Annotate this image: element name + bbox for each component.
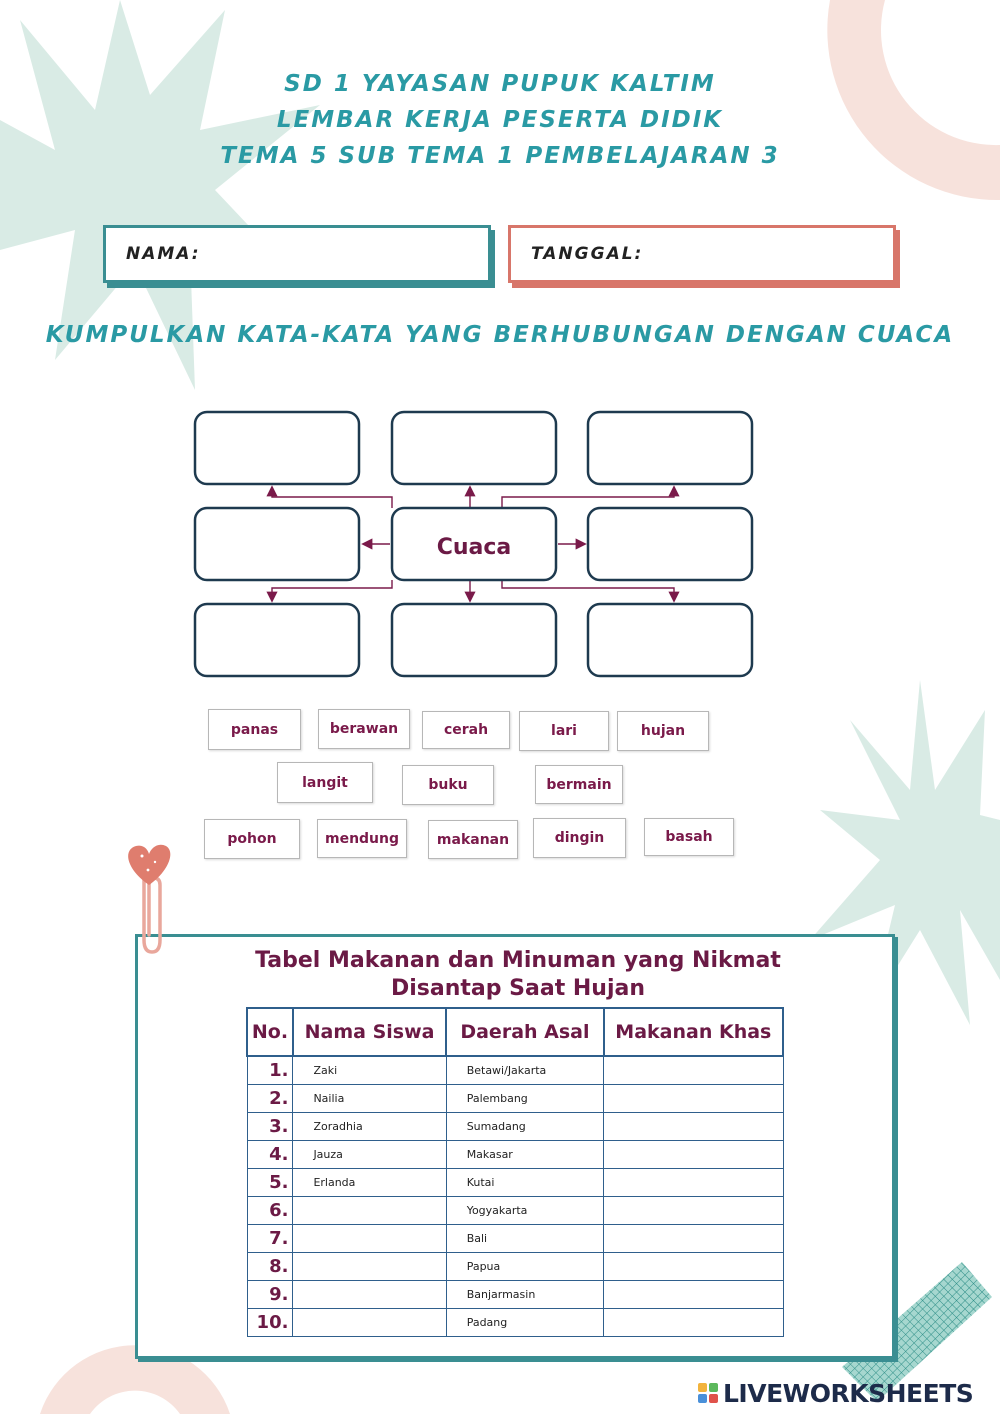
table-body	[247, 1056, 783, 1337]
mindmap-box-top-middle	[392, 412, 556, 484]
header-daerah-asal: Daerah Asal	[446, 1008, 603, 1056]
nama-siswa-cell	[293, 1281, 446, 1309]
header-no: No.	[247, 1008, 293, 1056]
table-row	[247, 1253, 783, 1281]
word-card-makanan[interactable]: makanan	[428, 820, 518, 859]
row-number: 3.	[247, 1113, 293, 1141]
word-card-lari[interactable]: lari	[519, 711, 609, 751]
row-number: 8.	[247, 1253, 293, 1281]
liveworksheets-watermark	[698, 1378, 973, 1408]
word-card-buku[interactable]: buku	[402, 765, 494, 805]
tanggal-label: TANGGAL:	[531, 244, 644, 264]
word-card-dingin[interactable]: dingin	[533, 818, 626, 858]
nama-siswa-cell: Zaki	[293, 1056, 446, 1085]
nama-label: NAMA:	[126, 244, 201, 264]
table-row	[247, 1113, 783, 1141]
makanan-khas-input[interactable]	[604, 1253, 783, 1281]
nama-siswa-cell: Erlanda	[293, 1169, 446, 1197]
word-card-bermain[interactable]: bermain	[535, 765, 623, 804]
word-card-cerah[interactable]: cerah	[422, 711, 510, 749]
makanan-khas-input[interactable]	[604, 1309, 783, 1337]
table-row	[247, 1085, 783, 1113]
daerah-asal-cell: Kutai	[446, 1169, 603, 1197]
table-row	[247, 1225, 783, 1253]
table-row	[247, 1309, 783, 1337]
word-card-langit[interactable]: langit	[277, 762, 373, 803]
daerah-asal-cell: Padang	[446, 1309, 603, 1337]
mindmap-box-middle-right	[588, 508, 752, 580]
table-row	[247, 1141, 783, 1169]
tanggal-field[interactable]	[508, 225, 896, 283]
connector-top-right	[502, 488, 674, 508]
makanan-khas-input[interactable]	[604, 1141, 783, 1169]
daerah-asal-cell: Betawi/Jakarta	[446, 1056, 603, 1085]
table-row	[247, 1169, 783, 1197]
row-number: 5.	[247, 1169, 293, 1197]
paperclip-heart-icon	[122, 840, 177, 960]
food-table	[246, 1007, 784, 1337]
mindmap-box-top-left	[195, 412, 359, 484]
word-card-hujan[interactable]: hujan	[617, 711, 709, 751]
row-number: 9.	[247, 1281, 293, 1309]
makanan-khas-input[interactable]	[604, 1056, 783, 1085]
header-makanan-khas: Makanan Khas	[604, 1008, 783, 1056]
mindmap-box-middle-left	[195, 508, 359, 580]
daerah-asal-cell: Palembang	[446, 1085, 603, 1113]
header-nama-siswa: Nama Siswa	[293, 1008, 446, 1056]
daerah-asal-cell: Makasar	[446, 1141, 603, 1169]
row-number: 7.	[247, 1225, 293, 1253]
instruction-text: KUMPULKAN KATA-KATA YANG BERHUBUNGAN DENGAN CUACA	[45, 322, 955, 348]
table-header-row	[247, 1008, 783, 1056]
word-card-panas[interactable]: panas	[208, 709, 301, 750]
row-number: 4.	[247, 1141, 293, 1169]
mindmap-box-bottom-right	[588, 604, 752, 676]
table-title-line2: Disantap Saat Hujan	[390, 976, 645, 1001]
connector-bottom-right	[502, 580, 674, 600]
daerah-asal-cell: Bali	[446, 1225, 603, 1253]
food-table-card	[135, 934, 895, 1359]
makanan-khas-input[interactable]	[604, 1085, 783, 1113]
table-row	[247, 1197, 783, 1225]
word-card-pohon[interactable]: pohon	[204, 819, 300, 859]
nama-siswa-cell	[293, 1225, 446, 1253]
makanan-khas-input[interactable]	[604, 1281, 783, 1309]
row-number: 1.	[247, 1056, 293, 1085]
nama-siswa-cell: Jauza	[293, 1141, 446, 1169]
row-number: 10.	[247, 1309, 293, 1337]
makanan-khas-input[interactable]	[604, 1197, 783, 1225]
makanan-khas-input[interactable]	[604, 1113, 783, 1141]
connector-top-left	[272, 488, 392, 508]
school-name: SD 1 YAYASAN PUPUK KALTIM	[284, 71, 716, 97]
mindmap-box-bottom-left	[195, 604, 359, 676]
row-number: 6.	[247, 1197, 293, 1225]
daerah-asal-cell: Yogyakarta	[446, 1197, 603, 1225]
topic-title: TEMA 5 SUB TEMA 1 PEMBELAJARAN 3	[220, 143, 780, 169]
table-row	[247, 1281, 783, 1309]
nama-siswa-cell	[293, 1253, 446, 1281]
nama-siswa-cell: Zoradhia	[293, 1113, 446, 1141]
makanan-khas-input[interactable]	[604, 1225, 783, 1253]
liveworksheets-logo-icon	[698, 1383, 718, 1403]
mindmap-box-top-right	[588, 412, 752, 484]
weather-mindmap	[180, 400, 770, 690]
worksheet-header	[0, 66, 1000, 174]
connector-bottom-left	[272, 580, 392, 600]
nama-siswa-cell	[293, 1309, 446, 1337]
nama-siswa-cell	[293, 1197, 446, 1225]
watermark-text: LIVEWORKSHEETS	[723, 1378, 974, 1408]
row-number: 2.	[247, 1085, 293, 1113]
table-title	[138, 947, 898, 1003]
table-row	[247, 1056, 783, 1085]
daerah-asal-cell: Banjarmasin	[446, 1281, 603, 1309]
daerah-asal-cell: Sumadang	[446, 1113, 603, 1141]
word-card-berawan[interactable]: berawan	[318, 709, 410, 749]
word-card-basah[interactable]: basah	[644, 818, 734, 856]
mindmap-box-bottom-middle	[392, 604, 556, 676]
mindmap-center-label: Cuaca	[436, 535, 512, 560]
makanan-khas-input[interactable]	[604, 1169, 783, 1197]
daerah-asal-cell: Papua	[446, 1253, 603, 1281]
word-card-mendung[interactable]: mendung	[317, 819, 407, 858]
worksheet-title: LEMBAR KERJA PESERTA DIDIK	[276, 107, 724, 133]
nama-field[interactable]	[103, 225, 491, 283]
table-title-line1: Tabel Makanan dan Minuman yang Nikmat	[255, 948, 781, 973]
nama-siswa-cell: Nailia	[293, 1085, 446, 1113]
